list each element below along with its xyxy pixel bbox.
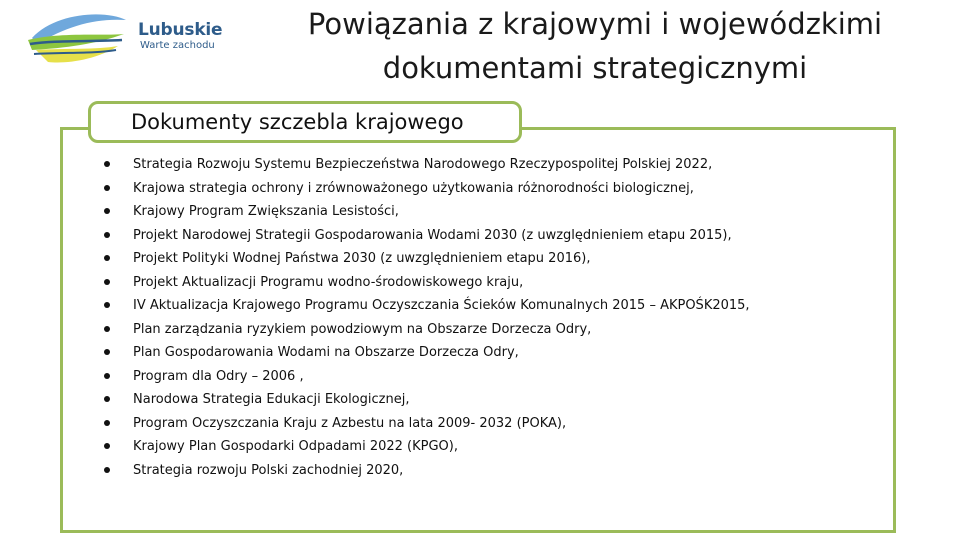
list-item [104, 153, 750, 177]
list-item [104, 388, 750, 412]
logo-tagline: Warte zachodu [140, 40, 215, 51]
list-item-text: Projekt Narodowej Strategii Gospodarowania Wodami 2030 (z uwzględnieniem etapu 2015), [133, 227, 732, 243]
list-item-text: Strategia Rozwoju Systemu Bezpieczeństwa Narodowego Rzeczypospolitej Polskiej 2022, [133, 157, 713, 172]
bullet-icon [104, 161, 110, 167]
list-item [104, 200, 750, 224]
bullet-icon [104, 420, 110, 426]
slide-title: Powiązania z krajowymi i wojewódzkimi dokumentami strategicznymi [307, 7, 883, 85]
logo-emblem-icon [26, 10, 136, 66]
list-item [104, 318, 750, 342]
bullet-icon [104, 373, 110, 379]
bullet-icon [104, 326, 110, 332]
list-item-text: Program Oczyszczania Kraju z Azbestu na lata 2009- 2032 (POKA), [133, 415, 567, 431]
list-item-text: IV Aktualizacja Krajowego Programu Oczyszczania Ścieków Komunalnych 2015 – AKPOŚK2015, [133, 298, 750, 313]
list-item [104, 247, 750, 271]
bullet-icon [104, 279, 110, 285]
list-item [104, 341, 750, 365]
list-item-text: Projekt Aktualizacji Programu wodno-środowiskowego kraju, [133, 274, 524, 290]
section-heading: Dokumenty szczebla krajowego [88, 101, 522, 143]
logo [26, 10, 226, 66]
list-item [104, 224, 750, 248]
bullet-icon [104, 349, 110, 355]
bullet-icon [104, 208, 110, 214]
list-item-text: Strategia rozwoju Polski zachodniej 2020, [133, 462, 404, 478]
bullet-icon [104, 302, 110, 308]
bullet-icon [104, 443, 110, 449]
bullet-icon [104, 232, 110, 238]
bullet-icon [104, 185, 110, 191]
list-item [104, 177, 750, 201]
list-item [104, 365, 750, 389]
list-item-text: Projekt Polityki Wodnej Państwa 2030 (z uwzględnieniem etapu 2016), [133, 251, 591, 266]
bullet-icon [104, 255, 110, 261]
list-item [104, 412, 750, 436]
list-item [104, 271, 750, 295]
list-item-text: Plan zarządzania ryzykiem powodziowym na Obszarze Dorzecza Odry, [133, 321, 592, 337]
bullet-icon [104, 467, 110, 473]
list-item [104, 435, 750, 459]
list-item-text: Program dla Odry – 2006 , [133, 368, 304, 384]
list-item-text: Narodowa Strategia Edukacji Ekologicznej, [133, 392, 410, 407]
list-item [104, 294, 750, 318]
list-item-text: Plan Gospodarowania Wodami na Obszarze Dorzecza Odry, [133, 345, 519, 360]
bullet-icon [104, 396, 110, 402]
document-list [104, 153, 750, 482]
list-item-text: Krajowy Program Zwiększania Lesistości, [133, 204, 399, 219]
logo-name: Lubuskie [138, 20, 223, 40]
list-item-text: Krajowa strategia ochrony i zrównoważonego użytkowania różnorodności biologicznej, [133, 180, 694, 196]
list-item-text: Krajowy Plan Gospodarki Odpadami 2022 (KPGO), [133, 439, 458, 454]
list-item [104, 459, 750, 483]
